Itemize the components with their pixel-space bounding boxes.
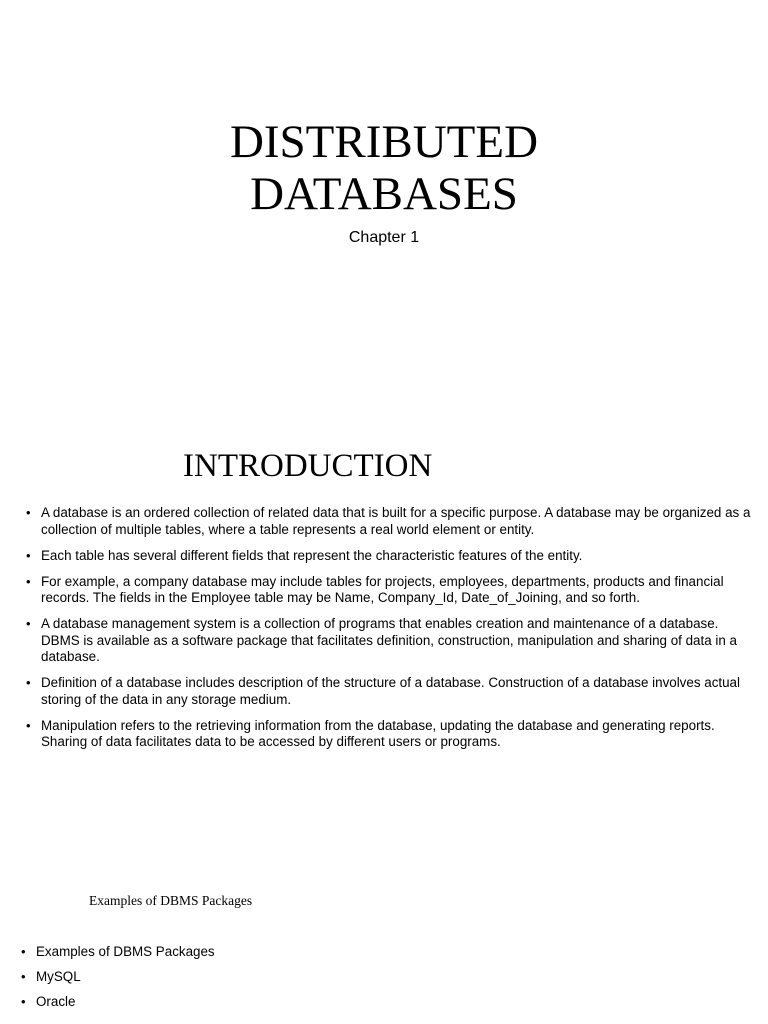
bullet-icon: • [26,505,31,520]
bullet-text: Oracle [36,994,76,1009]
bullet-text: For example, a company database may include tables for projects, employees, departments, products and financial records. The fields in the Employee table may be Name, Company_Id, Date_of_Joining, and so forth. [41,573,724,605]
bullet-text: A database management system is a collection of programs that enables creation and maintenance of a database. DBMS is available as a software package that facilitates definition, construction, manipulation and sharing of data in a database. [41,616,737,664]
introduction-slide [0,400,768,840]
presentation-title [0,116,768,220]
list-item [24,574,754,607]
examples-slide [0,840,768,1024]
list-item [20,943,215,960]
title-slide [0,0,768,400]
bullet-icon: • [21,994,26,1009]
bullet-icon: • [26,573,31,589]
list-item [24,718,754,751]
bullet-icon: • [26,717,31,733]
bullet-text: Examples of DBMS Packages [36,944,215,959]
list-item [20,968,215,985]
title-line: DISTRIBUTED [229,116,539,168]
bullet-icon: • [26,547,31,563]
list-item [24,548,754,565]
bullet-text: MySQL [36,969,81,984]
bullet-text: Manipulation refers to the retrieving information from the database, updating the database and generating reports. Sharing of data facilitates data to be accessed by different users or programs. [41,717,715,749]
slide-heading: Examples of DBMS Packages [89,893,253,908]
list-item [24,616,754,666]
chapter-subtitle: Chapter 1 [348,229,420,246]
slide-heading: INTRODUCTION [183,448,433,484]
bullet-list [20,943,215,1018]
title-line: DATABASES [250,168,518,220]
bullet-text: Definition of a database includes description of the structure of a database. Construction of a database involves actual storing of the data in any storage medium. [41,675,740,707]
bullet-icon: • [21,969,26,984]
bullet-list [24,505,754,760]
bullet-icon: • [21,944,26,959]
bullet-icon: • [26,616,31,631]
list-item [20,993,215,1010]
bullet-text: Each table has several different fields that represent the characteristic features of the entity. [41,547,583,563]
bullet-icon: • [26,675,31,690]
list-item [24,675,754,708]
bullet-text: A database is an ordered collection of related data that is built for a specific purpose. A database may be organized as a collection of multiple tables, where a table represents a real world element or entity. [41,505,751,537]
list-item [24,505,754,538]
